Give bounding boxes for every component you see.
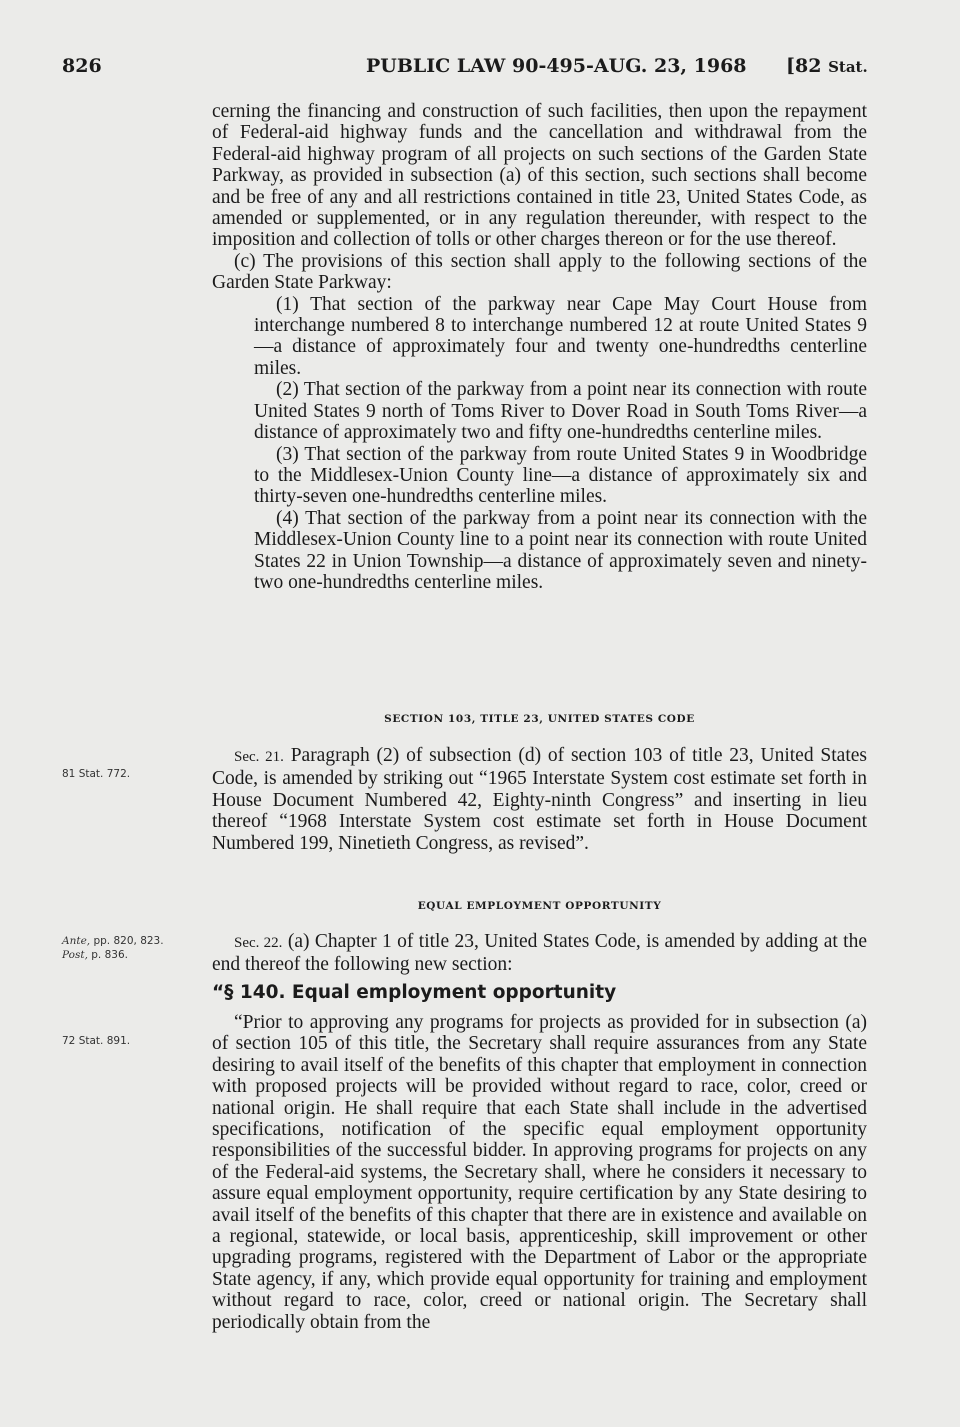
section-22 — [212, 931, 867, 976]
section-label: Sec. 22. — [234, 935, 283, 951]
section-21-text: Paragraph (2) of subsection (d) of section 103 of title 23, United States Code, is amended by striking out “1965 Interstate System cost estimate set forth in House Document Numbered 42, Eighty-ninth Congress” and inserting in lieu thereof “1968 Interstate System cost estimate set forth in House Document Numbered 199, Ninetieth Congress, as revised”. — [212, 745, 867, 854]
page-number: 826 — [62, 55, 102, 77]
section-140-text: “Prior to approving any programs for projects as provided for in subsection (a) of section 105 of this title, the Secretary shall require assurances from any State desiring to avail itself of the benefits of this chapter that employment in connection with proposed projects will be provided without regard to race, color, creed or national origin. He shall require that each State shall include in the advertised specifications, notification of the specific equal employment opportunity responsibilities of the successful bidder. In approving programs for projects on any of the Federal-aid systems, the Secretary shall, where he considers it necessary to assure equal employment opportunity, require certification by any State desiring to avail itself of the benefits of this chapter that there are in existence and available on a regional, statewide, or local basis, apprenticeship, skill improvement or other upgrading programs, registered with the Department of Labor or the appropriate State agency, if any, which provide equal opportunity for training and employment without regard to race, color, creed or national origin. The Secretary shall periodically obtain from the — [212, 1012, 867, 1333]
section-140-body — [212, 1012, 867, 1333]
margin-note-81-stat: 81 Stat. 772. — [62, 768, 131, 780]
body-block-top — [212, 101, 867, 593]
section-heading-eeo: EQUAL EMPLOYMENT OPPORTUNITY — [417, 900, 662, 912]
section-label: Sec. 21. — [234, 749, 284, 765]
margin-note-ante-post: Ante, pp. 820, 823. Post, p. 836. — [62, 935, 164, 961]
list-item: (1) That section of the parkway near Cape May Court House from interchange numbered 8 to interchange numbered 12 at route United States 9—a distance of approximately four and twenty one-hundredths centerline miles. — [254, 293, 867, 379]
running-title: PUBLIC LAW 90-495-AUG. 23, 1968 — [366, 55, 747, 77]
list-item: (2) That section of the parkway from a point near its connection with route United States 9 north of Toms River to Dover Road in South Toms River—a distance of approximately two and fifty one-hundredths centerline miles. — [254, 379, 867, 444]
paragraph-b-continued: cerning the financing and construction of such facilities, then upon the repayment of Federal-aid highway funds and the cancellation and withdrawal from the Federal-aid highway program of all projects on such sections of the Garden State Parkway, as provided in subsection (a) of this section, such sections shall become and be free of any and all restrictions contained in title 23, United States Code, as amended or supplemented, or in any regulation thereunder, with respect to the imposition and collection of tolls or other charges thereon or for the use thereof. — [212, 101, 867, 251]
section-21 — [212, 745, 867, 854]
section-22-text: (a) Chapter 1 of title 23, United States Code, is amended by adding at the end thereof the following new section: — [212, 931, 867, 976]
section-heading-103: SECTION 103, TITLE 23, UNITED STATES CODE — [384, 713, 695, 725]
statute-reference: [82 Stat. — [786, 55, 868, 77]
paragraph-c: (c) The provisions of this section shall apply to the following sections of the Garden State Parkway: — [212, 250, 867, 294]
margin-note-72-stat: 72 Stat. 891. — [62, 1035, 131, 1047]
list-item: (4) That section of the parkway from a point near its connection with the Middlesex-Union County line to a point near its connection with route United States 22 in Union Township—a distance of approximately seven and ninety-two one-hundredths centerline miles. — [254, 507, 867, 593]
list-item: (3) That section of the parkway from route United States 9 in Woodbridge to the Middlesex-Union County line—a distance of approximately six and thirty-seven one-hundredths centerline miles. — [254, 443, 867, 508]
section-140-heading: “§ 140. Equal employment opportunity — [212, 982, 617, 1003]
